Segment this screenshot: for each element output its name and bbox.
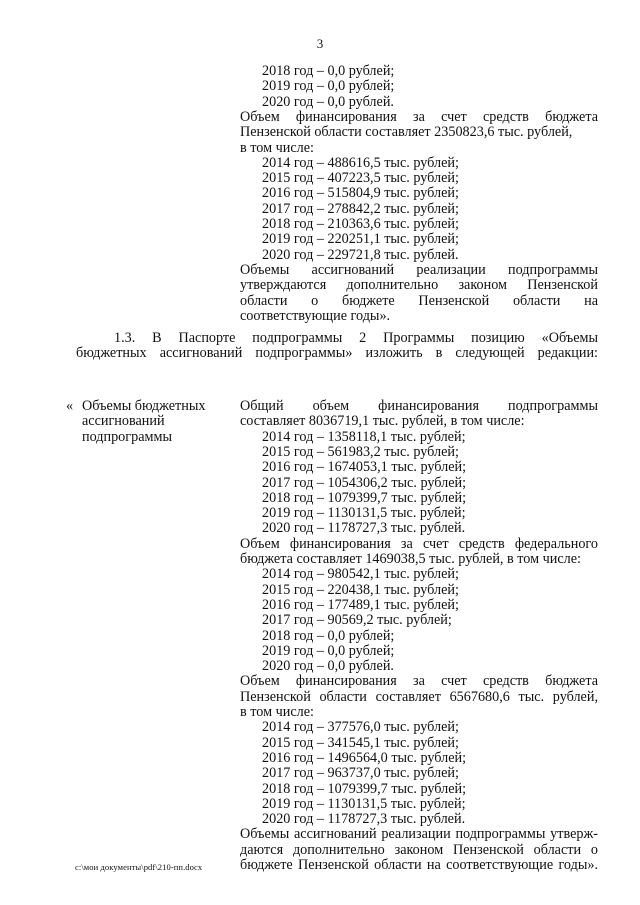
left-col-label: Объемы бюджетных [82, 398, 206, 414]
regional-intro-line: Пензенской области составляет 2350823,6 тыс. рублей, [240, 124, 573, 141]
approval-line: области о бюджете Пензенской области на [240, 292, 598, 309]
fed-year-line: 2016 год – 177489,1 тыс. рублей; [262, 596, 459, 613]
reg-year-line: 2020 год – 1178727,3 тыс. рублей. [262, 811, 466, 828]
regional-year-line: 2019 год – 220251,1 тыс. рублей; [262, 231, 459, 248]
fed-year-line: 2015 год – 220438,1 тыс. рублей; [262, 581, 459, 598]
regional-year-line: 2017 год – 278842,2 тыс. рублей; [262, 200, 459, 217]
section-heading-line: бюджетных ассигнований подпрограммы» изложить в следующей редакции: [76, 345, 598, 362]
regional-year-line: 2016 год – 515804,9 тыс. рублей; [262, 185, 459, 202]
total-year-line: 2016 год – 1674053,1 тыс. рублей; [262, 459, 467, 476]
reg-year-line: 2018 год – 1079399,7 тыс. рублей; [262, 780, 467, 797]
reg-year-line: 2017 год – 963737,0 тыс. рублей; [262, 765, 459, 782]
total-intro-line: Общий объем финансирования подпрограммы [240, 398, 598, 414]
fed-year-line: 2019 год – 0,0 рублей; [262, 642, 395, 659]
total-year-line: 2014 год – 1358118,1 тыс. рублей; [262, 428, 466, 445]
regional-year-line: 2020 год – 229721,8 тыс. рублей. [262, 246, 459, 263]
reg-year-line: 2014 год – 377576,0 тыс. рублей; [262, 719, 459, 736]
reg-intro-line: Пензенской области составляет 6567680,6 тыс. рублей, [240, 688, 598, 705]
total-year-line: 2015 год – 561983,2 тыс. рублей; [262, 443, 459, 460]
fed-year-line: 2020 год – 0,0 рублей. [262, 658, 394, 675]
approval-line: соответствующие годы». [240, 307, 391, 324]
approval-line: Объемы ассигнований реализации подпрограммы утверж- [240, 826, 598, 843]
approval-line: бюджете Пензенской области на соответствующие годы». [240, 857, 598, 873]
fed-year-line: 2014 год – 980542,1 тыс. рублей; [262, 566, 459, 583]
page-number: 3 [316, 36, 324, 51]
regional-intro-line: Объем финансирования за счет средств бюджета [240, 108, 598, 125]
left-col-label: подпрограммы [82, 428, 172, 445]
regional-intro-line: в том числе: [240, 139, 314, 156]
reg-year-line: 2016 год – 1496564,0 тыс. рублей; [262, 749, 467, 766]
approval-line: даются дополнительно законом Пензенской области о [240, 841, 598, 858]
regional-year-line: 2018 год – 210363,6 тыс. рублей; [262, 216, 459, 232]
approval-line: Объемы ассигнований реализации подпрограммы [240, 261, 598, 278]
reg-year-line: 2015 год – 341545,1 тыс. рублей; [262, 734, 459, 751]
fed-year-line: 2018 год – 0,0 рублей; [262, 63, 395, 79]
section-heading-line: 1.3. В Паспорте подпрограммы 2 Программы позицию «Объемы [114, 329, 598, 346]
reg-intro-line: в том числе: [240, 704, 314, 720]
reg-year-line: 2019 год – 1130131,5 тыс. рублей; [262, 795, 466, 812]
total-intro-line: составляет 8036719,1 тыс. рублей, в том числе: [240, 413, 525, 430]
fed-intro-line: Объем финансирования за счет средств федерального [240, 535, 598, 552]
fed-year-line: 2019 год – 0,0 рублей; [262, 78, 395, 95]
opening-quote: « [66, 398, 74, 414]
total-year-line: 2018 год – 1079399,7 тыс. рублей; [262, 489, 467, 506]
total-year-line: 2017 год – 1054306,2 тыс. рублей; [262, 474, 467, 491]
reg-intro-line: Объем финансирования за счет средств бюджета [240, 673, 598, 690]
regional-year-line: 2015 год – 407223,5 тыс. рублей; [262, 170, 459, 187]
regional-year-line: 2014 год – 488616,5 тыс. рублей; [262, 154, 459, 171]
footer-path: c:\мои документы\pdf\210-пп.docx [75, 862, 203, 872]
approval-line: утверждаются дополнительно законом Пензенской [240, 277, 598, 294]
fed-year-line: 2018 год – 0,0 рублей; [262, 627, 395, 644]
total-year-line: 2020 год – 1178727,3 тыс. рублей. [262, 520, 466, 537]
left-col-label: ассигнований [82, 413, 165, 430]
fed-year-line: 2017 год – 90569,2 тыс. рублей; [262, 612, 452, 629]
fed-year-line: 2020 год – 0,0 рублей. [262, 93, 394, 110]
fed-intro-line: бюджета составляет 1469038,5 тыс. рублей, в том числе: [240, 551, 581, 567]
total-year-line: 2019 год – 1130131,5 тыс. рублей; [262, 505, 466, 522]
